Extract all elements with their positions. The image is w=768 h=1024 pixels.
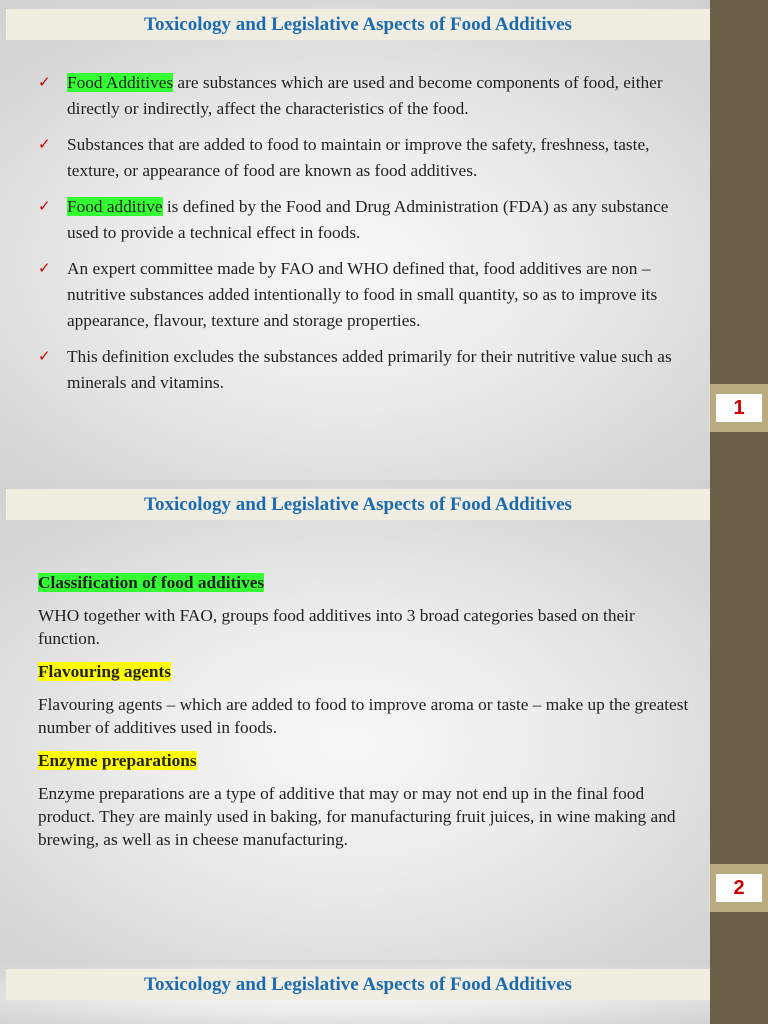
slide-title-bar	[6, 489, 710, 520]
enzyme-heading	[38, 749, 698, 772]
flavouring-text: Flavouring agents – which are added to food to improve aroma or taste – make up the greatest number of additives used in foods.	[38, 695, 689, 737]
page-number: 2	[716, 874, 762, 902]
bullet-text: are substances which are used and become components of food, either directly or indirectly, affect the characteristics of the food.	[67, 73, 663, 118]
checkmark-icon: ✓	[38, 259, 51, 277]
slide-2-content	[38, 571, 698, 861]
enzyme-heading-text: Enzyme preparations	[38, 751, 197, 770]
flavouring-heading	[38, 660, 698, 683]
page-number: 1	[716, 394, 762, 422]
bullet-item	[38, 70, 694, 122]
highlighted-term: Food additive	[67, 197, 163, 216]
classification-heading	[38, 571, 698, 594]
checkmark-icon: ✓	[38, 347, 51, 365]
classification-heading-text: Classification of food additives	[38, 573, 265, 592]
slide-title: Toxicology and Legislative Aspects of Food Additives	[144, 494, 572, 515]
slide-title: Toxicology and Legislative Aspects of Food Additives	[144, 14, 572, 35]
slide-1	[0, 0, 768, 480]
slide-title: Toxicology and Legislative Aspects of Food Additives	[144, 974, 572, 995]
checkmark-icon: ✓	[38, 197, 51, 215]
bullet-text: Substances that are added to food to maintain or improve the safety, freshness, taste, texture, or appearance of food are known as food additives.	[67, 135, 650, 180]
checkmark-icon: ✓	[38, 135, 51, 153]
bullet-text: An expert committee made by FAO and WHO defined that, food additives are non – nutritive substances added intentionally to food in small quantity, so as to improve its appearance, flavour, texture and storage properties.	[67, 259, 658, 330]
bullet-list	[38, 70, 694, 406]
classification-intro: WHO together with FAO, groups food additives into 3 broad categories based on their function.	[38, 606, 635, 648]
bullet-text: This definition excludes the substances added primarily for their nutritive value such as minerals and vitamins.	[67, 347, 672, 392]
page-number-badge	[710, 864, 768, 912]
bullet-item	[38, 194, 694, 246]
slide-sidebar	[710, 960, 768, 1024]
highlighted-term: Food Additives	[67, 73, 174, 92]
enzyme-text: Enzyme preparations are a type of additive that may or may not end up in the final food product. They are mainly used in baking, for manufacturing fruit juices, in wine making and brewing, as well as in cheese manufacturing.	[38, 784, 676, 849]
slide-title-bar	[6, 969, 710, 1000]
checkmark-icon: ✓	[38, 73, 51, 91]
page-number-badge	[710, 384, 768, 432]
bullet-text: is defined by the Food and Drug Administration (FDA) as any substance used to provide a technical effect in foods.	[67, 197, 669, 242]
slide-3	[0, 960, 768, 1024]
flavouring-heading-text: Flavouring agents	[38, 662, 171, 681]
bullet-item	[38, 256, 694, 334]
slide-title-bar	[6, 9, 710, 40]
bullet-item	[38, 132, 694, 184]
bullet-item	[38, 344, 694, 396]
